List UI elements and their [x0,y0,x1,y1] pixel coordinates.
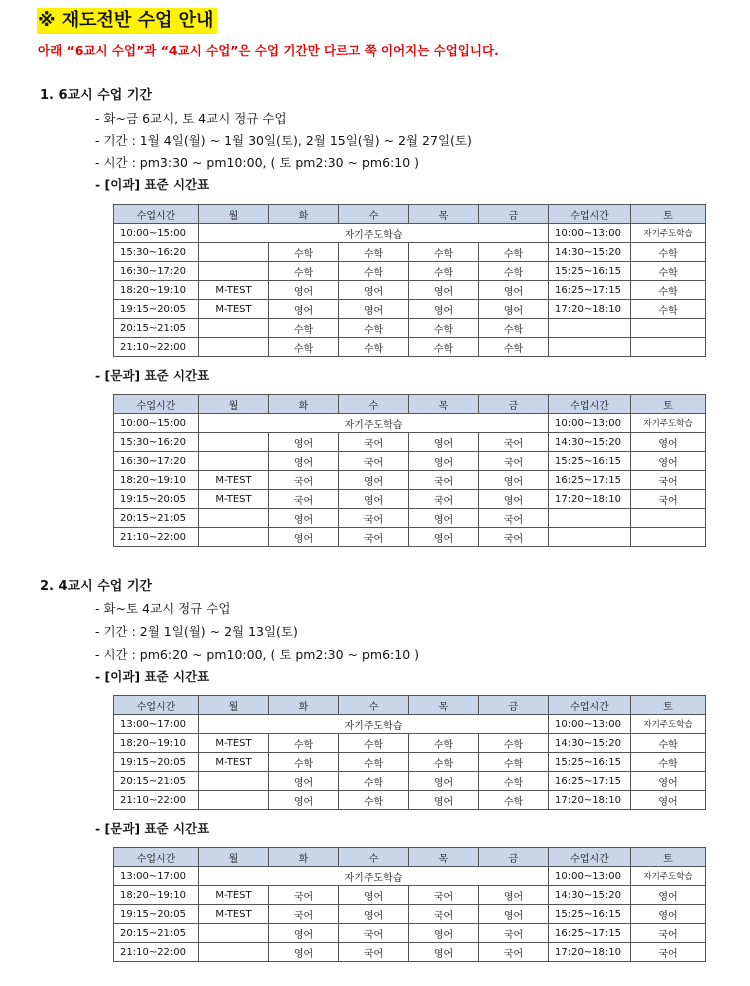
column-header: 수업시간 [549,395,631,414]
subject-cell: 영어 [631,772,706,791]
table-row [114,433,706,452]
column-header: 목 [409,395,479,414]
subject-cell: 국어 [479,924,549,943]
subject-cell: 영어 [479,490,549,509]
subject-cell: 국어 [339,509,409,528]
table-row [114,791,706,810]
title-text: ※ 재도전반 수업 안내 [37,8,217,34]
subject-cell: 수학 [409,243,479,262]
subject-cell: 수학 [269,243,339,262]
subject-cell: 국어 [631,943,706,962]
subject-cell: 국어 [631,471,706,490]
table-row [114,490,706,509]
column-header: 월 [199,395,269,414]
subject-cell: 수학 [339,734,409,753]
table-row [114,734,706,753]
subject-cell: 수학 [409,338,479,357]
section2-humanities-label: - [문과] 표준 시간표 [95,821,210,836]
subtitle-notice: 아래 “6교시 수업”과 “4교시 수업”은 수업 기간만 다르고 쭉 이어지는 수업입니다. [38,43,499,58]
self-study-cell: 자기주도학습 [199,715,549,734]
column-header: 금 [479,848,549,867]
section1-humanities-label: - [문과] 표준 시간표 [95,368,210,383]
subject-cell: M-TEST [199,471,269,490]
subject-cell: 수학 [631,300,706,319]
sat-time-cell: 10:00~13:00 [549,715,631,734]
sat-cell: 자기주도학습 [631,715,706,734]
column-header: 화 [269,395,339,414]
subject-cell: 영어 [479,300,549,319]
time-cell [549,509,631,528]
column-header: 목 [409,205,479,224]
time-cell: 21:10~22:00 [114,943,199,962]
column-header: 화 [269,696,339,715]
subject-cell: 영어 [269,924,339,943]
subject-cell: 국어 [631,924,706,943]
subject-cell: 영어 [269,528,339,547]
column-header: 월 [199,848,269,867]
subject-cell: 수학 [339,243,409,262]
table-row [114,300,706,319]
subject-cell: 수학 [479,338,549,357]
subject-cell: 영어 [479,281,549,300]
subject-cell: 영어 [479,886,549,905]
table-row [114,414,706,433]
subject-cell: 수학 [479,319,549,338]
table-row [114,262,706,281]
table-row [114,943,706,962]
subject-cell [199,924,269,943]
subject-cell: 수학 [479,791,549,810]
table-header-row [114,205,706,224]
column-header: 수업시간 [549,205,631,224]
subject-cell: 영어 [409,281,479,300]
subject-cell: 영어 [409,772,479,791]
column-header: 금 [479,696,549,715]
subject-cell: 영어 [339,471,409,490]
subject-cell: 영어 [409,791,479,810]
subject-cell: 수학 [339,338,409,357]
subject-cell: 영어 [409,452,479,471]
column-header: 토 [631,395,706,414]
table-row [114,924,706,943]
subject-cell: 수학 [409,319,479,338]
subject-cell: M-TEST [199,281,269,300]
subject-cell [199,319,269,338]
section1-bullet-3: - 시간 : pm3:30 ~ pm10:00, ( 토 pm2:30 ~ pm6:10 ) [95,155,420,170]
time-cell: 16:25~17:15 [549,924,631,943]
subject-cell: 국어 [269,471,339,490]
time-cell: 19:15~20:05 [114,753,199,772]
subject-cell: 수학 [269,753,339,772]
time-cell: 15:25~16:15 [549,753,631,772]
subject-cell: 영어 [269,281,339,300]
subject-cell: 수학 [339,262,409,281]
section2-bullet-1: - 화~토 4교시 정규 수업 [95,601,231,616]
subject-cell: M-TEST [199,886,269,905]
column-header: 토 [631,848,706,867]
subject-cell [199,528,269,547]
subject-cell: 수학 [269,319,339,338]
subject-cell [199,509,269,528]
subject-cell: 국어 [479,528,549,547]
subject-cell: 영어 [631,886,706,905]
subject-cell: 국어 [479,452,549,471]
section1-science-label: - [이과] 표준 시간표 [95,177,210,192]
subject-cell: 국어 [479,943,549,962]
time-cell: 15:25~16:15 [549,452,631,471]
subject-cell: 영어 [409,943,479,962]
subject-cell: M-TEST [199,905,269,924]
column-header: 목 [409,696,479,715]
table-row [114,243,706,262]
table-header-row [114,848,706,867]
subject-cell: 국어 [269,490,339,509]
subject-cell: 영어 [409,528,479,547]
subject-cell: 영어 [409,433,479,452]
column-header: 수 [339,205,409,224]
table-row [114,224,706,243]
column-header: 수업시간 [114,205,199,224]
subject-cell: 영어 [479,905,549,924]
time-cell: 21:10~22:00 [114,791,199,810]
time-cell: 21:10~22:00 [114,338,199,357]
subject-cell: 영어 [339,490,409,509]
subject-cell: 영어 [631,791,706,810]
time-cell: 10:00~15:00 [114,414,199,433]
column-header: 수 [339,848,409,867]
self-study-cell: 자기주도학습 [199,867,549,886]
subject-cell: 영어 [269,772,339,791]
time-cell: 19:15~20:05 [114,300,199,319]
subject-cell: 영어 [269,300,339,319]
subject-cell: 국어 [631,490,706,509]
subject-cell: 수학 [269,262,339,281]
time-cell: 19:15~20:05 [114,905,199,924]
section2-bullet-3: - 시간 : pm6:20 ~ pm10:00, ( 토 pm2:30 ~ pm6:10 ) [95,647,420,662]
time-cell: 18:20~19:10 [114,734,199,753]
subject-cell [631,509,706,528]
sat-time-cell: 10:00~13:00 [549,224,631,243]
column-header: 수업시간 [549,696,631,715]
section1-bullet-2: - 기간 : 1월 4일(월) ~ 1월 30일(토), 2월 15일(월) ~ 2월 27일(토) [95,133,472,148]
subject-cell: M-TEST [199,753,269,772]
section2-science-label: - [이과] 표준 시간표 [95,669,210,684]
column-header: 수업시간 [114,696,199,715]
subject-cell: 국어 [479,433,549,452]
time-cell: 15:30~16:20 [114,243,199,262]
subject-cell: 영어 [631,433,706,452]
time-cell: 17:20~18:10 [549,490,631,509]
time-cell: 20:15~21:05 [114,319,199,338]
table-s2-science [113,695,706,810]
subject-cell: 영어 [269,509,339,528]
subject-cell: 국어 [409,905,479,924]
time-cell [549,528,631,547]
subject-cell: 국어 [339,924,409,943]
subject-cell: 영어 [339,886,409,905]
subject-cell: 수학 [631,281,706,300]
subject-cell: 수학 [631,262,706,281]
sat-cell: 자기주도학습 [631,224,706,243]
section1-heading [40,86,152,106]
subject-cell: 수학 [479,753,549,772]
subject-cell: 국어 [269,886,339,905]
column-header: 목 [409,848,479,867]
column-header: 수 [339,696,409,715]
subject-cell: 국어 [339,943,409,962]
time-cell: 14:30~15:20 [549,734,631,753]
section1-bullet-1: - 화~금 6교시, 토 4교시 정규 수업 [95,111,287,126]
column-header: 화 [269,205,339,224]
subject-cell [199,243,269,262]
subject-cell: 영어 [269,433,339,452]
subject-cell: 국어 [409,471,479,490]
subject-cell: 수학 [631,734,706,753]
time-cell: 20:15~21:05 [114,772,199,791]
time-cell: 13:00~17:00 [114,867,199,886]
sat-cell: 자기주도학습 [631,867,706,886]
subject-cell: 영어 [339,905,409,924]
section2-heading-text: 2. 4교시 수업 기간 [40,579,152,594]
column-header: 수업시간 [114,395,199,414]
subject-cell: 영어 [339,281,409,300]
time-cell: 20:15~21:05 [114,509,199,528]
subject-cell [199,262,269,281]
subject-cell: 수학 [631,243,706,262]
table-s1-humanities [113,394,706,547]
self-study-cell: 자기주도학습 [199,224,549,243]
table-row [114,905,706,924]
subject-cell [631,319,706,338]
subject-cell: 수학 [269,338,339,357]
table-s1-science [113,204,706,357]
subject-cell [631,338,706,357]
time-cell: 16:25~17:15 [549,281,631,300]
sat-time-cell: 10:00~13:00 [549,867,631,886]
column-header: 월 [199,696,269,715]
time-cell: 17:20~18:10 [549,300,631,319]
time-cell: 19:15~20:05 [114,490,199,509]
time-cell: 20:15~21:05 [114,924,199,943]
self-study-cell: 자기주도학습 [199,414,549,433]
subject-cell: 국어 [269,905,339,924]
subject-cell: 영어 [409,924,479,943]
table-row [114,471,706,490]
subject-cell: M-TEST [199,300,269,319]
subject-cell: 수학 [479,734,549,753]
table-row [114,281,706,300]
time-cell: 14:30~15:20 [549,886,631,905]
column-header: 월 [199,205,269,224]
time-cell [549,319,631,338]
time-cell: 16:30~17:20 [114,262,199,281]
subject-cell: 영어 [631,905,706,924]
subject-cell: 국어 [409,886,479,905]
section1-heading-text: 1. 6교시 수업 기간 [40,88,152,103]
subject-cell [631,528,706,547]
time-cell: 21:10~22:00 [114,528,199,547]
time-cell: 14:30~15:20 [549,433,631,452]
subject-cell: 수학 [631,753,706,772]
subject-cell: 영어 [631,452,706,471]
subject-cell: 수학 [269,734,339,753]
time-cell: 15:25~16:15 [549,262,631,281]
column-header: 수업시간 [549,848,631,867]
time-cell: 14:30~15:20 [549,243,631,262]
subject-cell [199,338,269,357]
subject-cell: M-TEST [199,734,269,753]
subject-cell: 국어 [339,452,409,471]
table-row [114,509,706,528]
table-row [114,528,706,547]
subject-cell: 국어 [479,509,549,528]
column-header: 토 [631,205,706,224]
subject-cell: 영어 [479,471,549,490]
subject-cell: 국어 [409,490,479,509]
time-cell: 17:20~18:10 [549,791,631,810]
subject-cell: 영어 [339,300,409,319]
subject-cell: 영어 [409,300,479,319]
subject-cell: 영어 [269,791,339,810]
column-header: 수업시간 [114,848,199,867]
time-cell: 18:20~19:10 [114,471,199,490]
subject-cell: 수학 [339,319,409,338]
subject-cell: 영어 [409,509,479,528]
subject-cell: 수학 [339,753,409,772]
table-header-row [114,395,706,414]
subject-cell: 수학 [479,243,549,262]
subject-cell: 영어 [269,943,339,962]
table-row [114,886,706,905]
subject-cell: 국어 [339,528,409,547]
subject-cell: 수학 [409,753,479,772]
sat-time-cell: 10:00~13:00 [549,414,631,433]
column-header: 수 [339,395,409,414]
table-row [114,338,706,357]
time-cell: 13:00~17:00 [114,715,199,734]
subject-cell: M-TEST [199,490,269,509]
column-header: 금 [479,395,549,414]
time-cell: 18:20~19:10 [114,281,199,300]
table-row [114,452,706,471]
section2-heading [40,577,152,597]
table-header-row [114,696,706,715]
subject-cell [199,772,269,791]
time-cell: 18:20~19:10 [114,886,199,905]
subject-cell: 수학 [479,772,549,791]
column-header: 토 [631,696,706,715]
time-cell: 15:30~16:20 [114,433,199,452]
subject-cell: 수학 [339,791,409,810]
subject-cell: 영어 [269,452,339,471]
section2-bullet-2: - 기간 : 2월 1일(월) ~ 2월 13일(토) [95,624,298,639]
time-cell: 16:25~17:15 [549,772,631,791]
time-cell [549,338,631,357]
column-header: 금 [479,205,549,224]
table-row [114,715,706,734]
subject-cell: 수학 [339,772,409,791]
time-cell: 16:25~17:15 [549,471,631,490]
sat-cell: 자기주도학습 [631,414,706,433]
subject-cell [199,791,269,810]
table-row [114,753,706,772]
column-header: 화 [269,848,339,867]
time-cell: 16:30~17:20 [114,452,199,471]
table-row [114,319,706,338]
time-cell: 17:20~18:10 [549,943,631,962]
subject-cell: 국어 [339,433,409,452]
subject-cell [199,452,269,471]
subject-cell: 수학 [409,734,479,753]
time-cell: 10:00~15:00 [114,224,199,243]
page-title [37,8,217,34]
time-cell: 15:25~16:15 [549,905,631,924]
table-s2-humanities [113,847,706,962]
table-row [114,867,706,886]
subject-cell: 수학 [479,262,549,281]
subject-cell: 수학 [409,262,479,281]
subject-cell [199,433,269,452]
table-row [114,772,706,791]
subject-cell [199,943,269,962]
